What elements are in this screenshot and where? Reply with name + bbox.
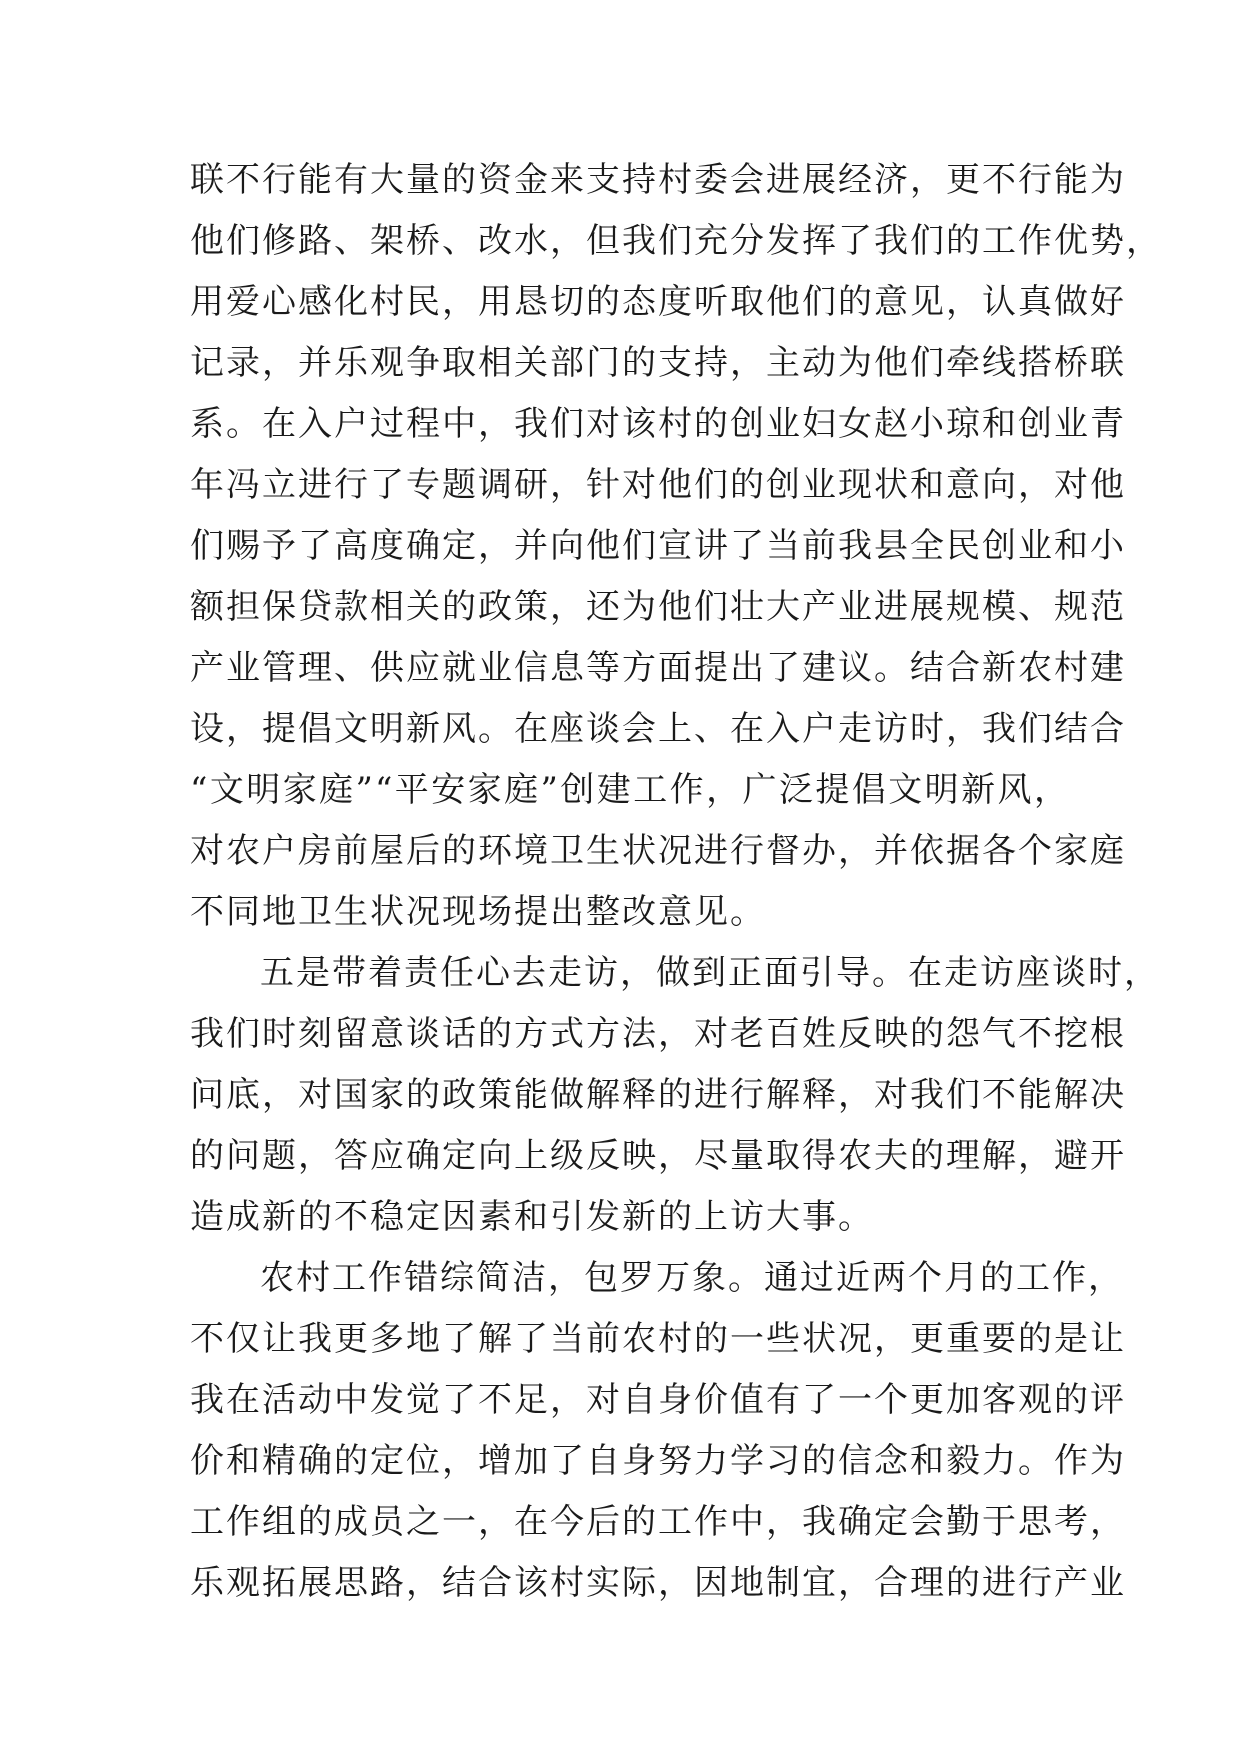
text-line: 价和精确的定位，增加了自身努力学习的信念和毅力。作为 (190, 1441, 1126, 1481)
text-line: 我们时刻留意谈话的方式方法，对老百姓反映的怨气不挖根 (190, 1014, 1126, 1054)
text-line: 乐观拓展思路，结合该村实际，因地制宜，合理的进行产业 (190, 1563, 1126, 1603)
text-line: 工作组的成员之一，在今后的工作中，我确定会勤于思考， (190, 1502, 1126, 1542)
text-line: 不同地卫生状况现场提出整改意见。 (190, 892, 766, 932)
text-line: 造成新的不稳定因素和引发新的上访大事。 (190, 1197, 874, 1237)
text-line: 产业管理、供应就业信息等方面提出了建议。结合新农村建 (190, 648, 1126, 688)
text-line: 设，提倡文明新风。在座谈会上、在入户走访时，我们结合 (190, 709, 1126, 749)
text-line: 系。在入户过程中，我们对该村的创业妇女赵小琼和创业青 (190, 404, 1126, 444)
text-line: 记录，并乐观争取相关部门的支持，主动为他们牵线搭桥联 (190, 343, 1126, 383)
text-line: 对农户房前屋后的环境卫生状况进行督办，并依据各个家庭 (190, 831, 1126, 871)
text-line: 他们修路、架桥、改水，但我们充分发挥了我们的工作优势， (190, 221, 1162, 261)
text-line: 问底，对国家的政策能做解释的进行解释，对我们不能解决 (190, 1075, 1126, 1115)
text-line: 年冯立进行了专题调研，针对他们的创业现状和意向，对他 (190, 465, 1126, 505)
text-line: 额担保贷款相关的政策，还为他们壮大产业进展规模、规范 (190, 587, 1126, 627)
text-line: 的问题，答应确定向上级反映，尽量取得农夫的理解，避开 (190, 1136, 1126, 1176)
text-line: 我在活动中发觉了不足，对自身价值有了一个更加客观的评 (190, 1380, 1126, 1420)
body-text (190, 150, 1162, 1614)
text-line: 五是带着责任心去走访，做到正面引导。在走访座谈时， (260, 953, 1160, 993)
text-line: 联不行能有大量的资金来支持村委会进展经济，更不行能为 (190, 160, 1126, 200)
text-line: 用爱心感化村民，用恳切的态度听取他们的意见，认真做好 (190, 282, 1126, 322)
text-line: 们赐予了高度确定，并向他们宣讲了当前我县全民创业和小 (190, 526, 1126, 566)
text-line: “文明家庭”“平安家庭”创建工作，广泛提倡文明新风， (190, 770, 1070, 810)
text-line: 不仅让我更多地了解了当前农村的一些状况，更重要的是让 (190, 1319, 1126, 1359)
text-line: 农村工作错综简洁，包罗万象。通过近两个月的工作， (260, 1258, 1124, 1298)
